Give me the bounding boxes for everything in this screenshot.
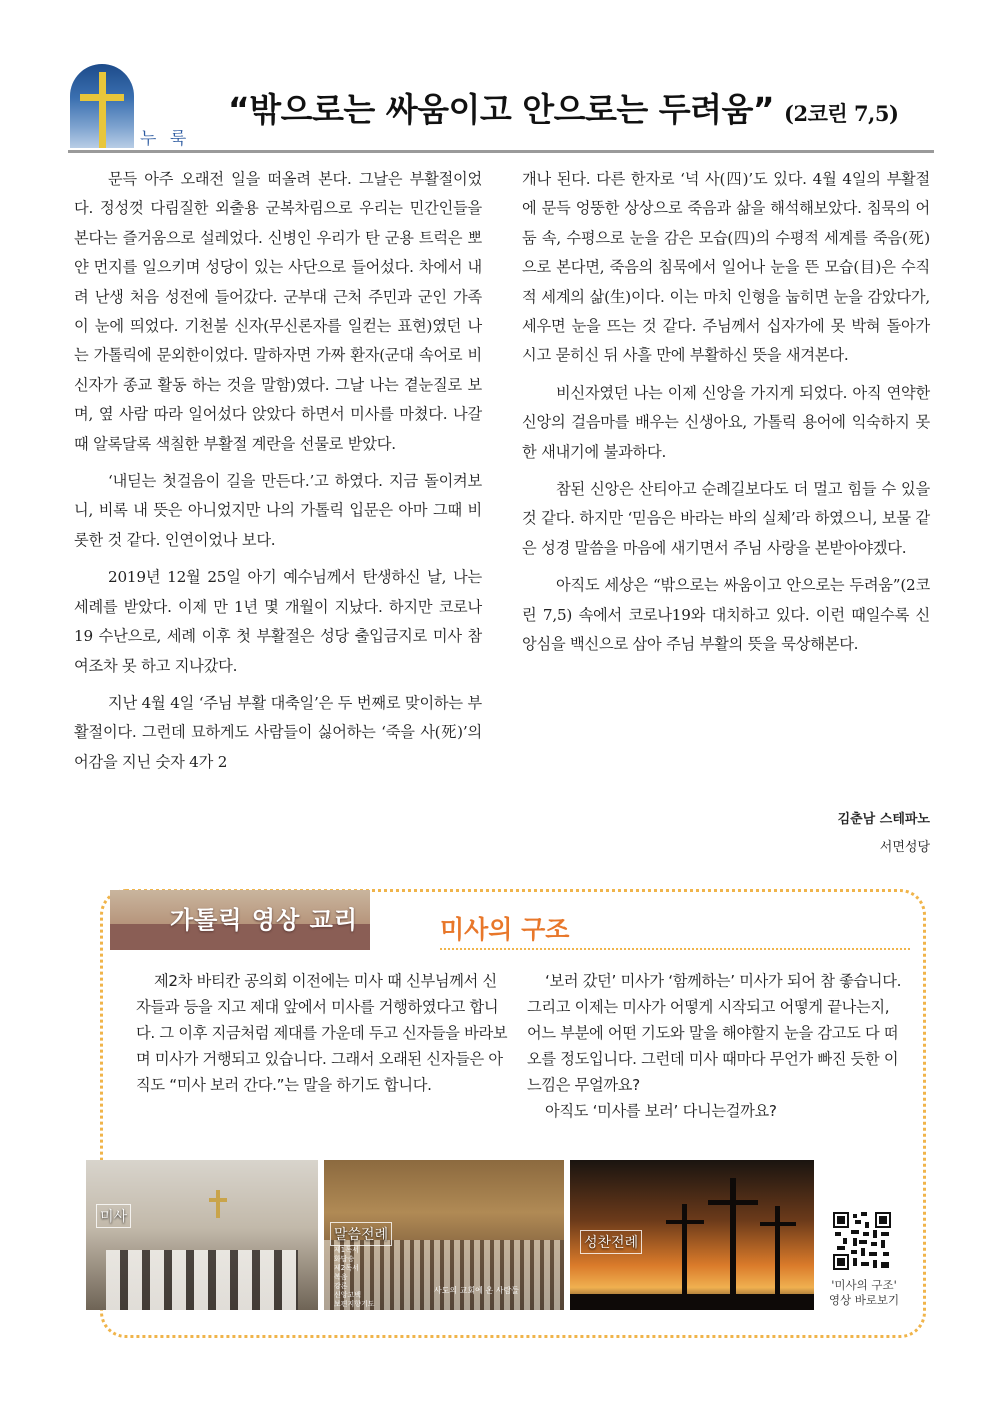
subtitle-divider (440, 948, 910, 950)
header-divider (68, 150, 934, 153)
liturgy-item: 강론 (334, 1282, 348, 1290)
liturgy-items (334, 1246, 375, 1309)
paragraph: 지난 4월 4일 ‘주님 부활 대축일’은 두 번째로 맞이하는 부활절이다. 그런데 묘하게도 사람들이 싫어하는 ‘죽을 사(死)’의 어감을 지닌 숫자 4가 2 (74, 693, 482, 771)
banner-text: 가톨릭 영상 교리 (170, 906, 358, 934)
photo-label: 성찬전례 (580, 1230, 642, 1254)
paragraph: 비신자였던 나는 이제 신앙을 가지게 되었다. 아직 연약한 신앙의 걸음마를 배우는 신생아요, 가톨릭 용어에 익숙하지 못한 새내기에 불과하다. (522, 383, 930, 461)
title-text: “밖으로는 싸움이고 안으로는 두려움” (228, 90, 775, 129)
box-column-right (527, 968, 902, 1124)
paragraph: 2019년 12월 25일 아기 예수님께서 탄생하신 날, 나는 세례를 받았다. 이제 만 1년 몇 개월이 지났다. 하지만 코로나19 수난으로, 세례 이후 첫 부활절은 성당 출입금지로 미사 참여조차 못 하고 지나갔다. (74, 568, 482, 675)
page-title (228, 84, 898, 131)
qr-caption-title: '미사의 구조' (831, 1278, 897, 1292)
box-column-left (136, 968, 508, 1098)
paragraph: 참된 신앙은 산티아고 순례길보다도 더 멀고 힘들 수 있을 것 같다. 하지만 ‘믿음은 바라는 바의 실체’라 하였으니, 보물 같은 성경 말씀을 마음에 새기면서 주님 사랑을 본받아야겠다. (522, 480, 930, 557)
qr-caption (818, 1278, 910, 1308)
title-citation: (2코린 7,5) (784, 101, 899, 126)
author-name: 김춘남 스테파노 (837, 812, 930, 827)
qr-caption-link[interactable]: 영상 바로보기 (828, 1293, 900, 1307)
liturgy-item: 제2독서 (334, 1264, 359, 1272)
paragraph: ‘내딛는 첫걸음이 길을 만든다.’고 하였다. 지금 돌이켜보니, 비록 내 뜻은 아니었지만 나의 가톨릭 입문은 아마 그때 비롯한 것 같다. 인연이었나 보다. (74, 472, 482, 549)
cross-window-logo-icon (70, 64, 134, 148)
section-label: 누 룩 (140, 129, 191, 149)
author-parish: 서면성당 (879, 840, 930, 855)
photo-label: 미사 (96, 1204, 131, 1228)
photo-liturgy-of-word (324, 1160, 564, 1310)
article-column-right (522, 165, 930, 668)
catechism-banner (110, 890, 370, 950)
liturgy-item: 제1독서 (334, 1246, 359, 1254)
paragraph: 아직도 ‘미사를 보러’ 다니는걸까요? (545, 1102, 777, 1120)
photo-mass (86, 1160, 318, 1310)
author-block (838, 806, 930, 862)
photo-label: 말씀전례 (330, 1222, 392, 1246)
article-column-left (74, 165, 482, 785)
liturgy-item: 신앙고백 (334, 1291, 362, 1299)
liturgy-item: 화답송 (334, 1255, 355, 1263)
box-subtitle: 미사의 구조 (440, 915, 570, 944)
liturgy-item: 보편지향기도 (334, 1300, 375, 1308)
paragraph: 제2차 바티칸 공의회 이전에는 미사 때 신부님께서 신자들과 등을 지고 제대 앞에서 미사를 거행하였다고 합니다. 그 이후 지금처럼 제대를 가운데 두고 신자들을 바라보며 미사가 거행되고 있습니다. 그래서 오래된 신자들은 아직도 “미사 보러 간다.”는 말을 하기도 합니다. (136, 972, 508, 1094)
paragraph: 아직도 세상은 “밖으로는 싸움이고 안으로는 두려움”(2코린 7,5) 속에서 코로나19와 대치하고 있다. 이런 때일수록 신앙심을 백신으로 삼아 주님 부활의 뜻을 묵상해본다. (522, 576, 930, 654)
paragraph: 문득 아주 오래전 일을 떠올려 본다. 그날은 부활절이었다. 정성껏 다림질한 외출용 군복차림으로 우리는 민간인들을 본다는 즐거움으로 설레었다. 신병인 우리가 탄 군용 트럭은 뽀얀 먼지를 일으키며 성당이 있는 사단으로 들어섰다. 차에서 내려 난생 처음 성전에 들어갔다. 군부대 근처 주민과 군인 가족이 눈에 띄었다. 기천불 신자(무신론자를 일컫는 표현)였던 나는 가톨릭에 문외한이었다. 말하자면 가짜 환자(군대 속어로 비신자가 종교 활동 하는 것을 말함)였다. 그날 나는 곁눈질로 보며, 옆 사람 따라 일어섰다 앉았다 하면서 미사를 마쳤다. 나갈 때 알록달록 색칠한 부활절 계란을 선물로 받았다. (74, 170, 482, 453)
liturgy-item: 복음 (334, 1273, 348, 1281)
qr-code-icon[interactable] (833, 1212, 891, 1270)
paragraph: ‘보러 갔던’ 미사가 ‘함께하는’ 미사가 되어 참 좋습니다. 그리고 이제는 미사가 어떻게 시작되고 어떻게 끝나는지, 어느 부분에 어떤 기도와 말을 해야할지 눈을 감고도 다 떠오를 정도입니다. 그런데 미사 때마다 무언가 빠진 듯한 이 느낌은 무얼까요? (527, 972, 902, 1094)
photo-caption: 사도의 교회에 온 사람들 (434, 1286, 519, 1295)
paragraph-continued: 개나 된다. 다른 한자로 ‘넉 사(四)’도 있다. 4월 4일의 부활절에 문득 엉뚱한 상상으로 죽음과 삶을 해석해보았다. 침묵의 어둠 속, 수평으로 눈을 감은 모습(四)의 수평적 세계를 죽음(死)으로 본다면, 죽음의 침묵에서 일어나 눈을 뜬 모습(目)은 수직적 세계의 삶(生)이다. 이는 마치 인형을 눕히면 눈을 감았다가, 세우면 눈을 뜨는 것 같다. 주님께서 십자가에 못 박혀 돌아가시고 묻히신 뒤 사흘 만에 부활하신 뜻을 새겨본다. (522, 170, 930, 365)
photo-eucharist (570, 1160, 814, 1310)
